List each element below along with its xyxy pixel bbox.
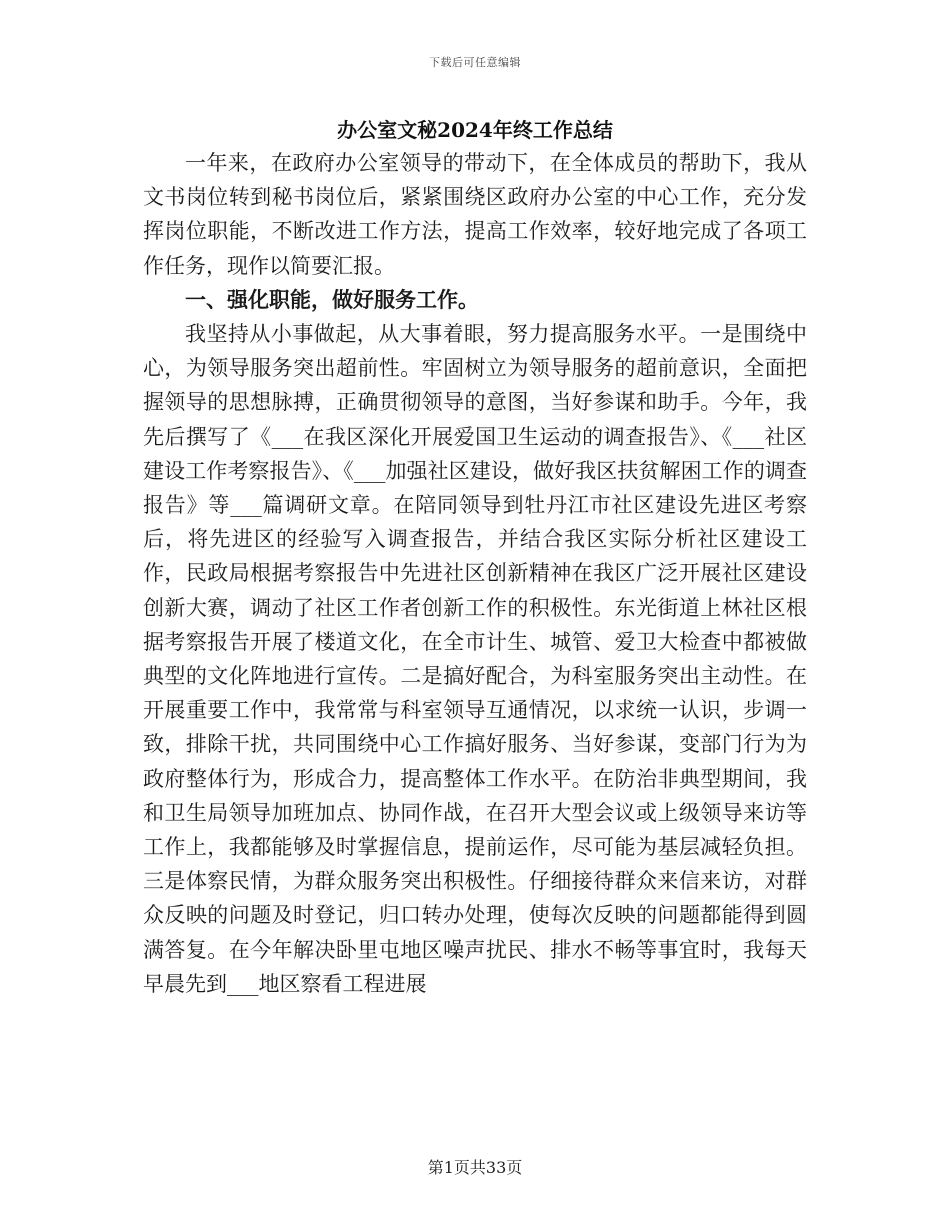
intro-paragraph: 一年来，在政府办公室领导的带动下，在全体成员的帮助下，我从文书岗位转到秘书岗位后，紧紧围绕区政府办公室的中心工作，充分发挥岗位职能，不断改进工作方法，提高工作效率，较好地完成了各项工作任务，现作以简要汇报。 [143,151,807,278]
page-header-note: 下载后可任意编辑 [429,56,521,69]
document-title: 办公室文秘2024年终工作总结 [337,118,613,142]
section-heading: 一、强化职能，做好服务工作。 [185,286,479,312]
page-footer: 第1页共33页 [427,1158,523,1177]
document-body [143,146,807,1001]
section-paragraph: 我坚持从小事做起，从大事着眼，努力提高服务水平。一是围绕中心，为领导服务突出超前性。牢固树立为领导服务的超前意识，全面把握领导的思想脉搏，正确贯彻领导的意图，当好参谋和助手。今年，我先后撰写了《___在我区深化开展爱国卫生运动的调查报告》、《___社区建设工作考察报告》、《___加强社区建设，做好我区扶贫解困工作的调查报告》等___篇调研文章。在陪同领导到牡丹江市社区建设先进区考察后，将先进区的经验写入调查报告，并结合我区实际分析社区建设工作，民政局根据考察报告中先进社区创新精神在我区广泛开展社区建设创新大赛，调动了社区工作者创新工作的积极性。东光街道上林社区根据考察报告开展了楼道文化，在全市计生、城管、爱卫大检查中都被做典型的文化阵地进行宣传。二是搞好配合，为科室服务突出主动性。在开展重要工作中，我常常与科室领导互通情况，以求统一认识，步调一致，排除干扰，共同围绕中心工作搞好服务、当好参谋，变部门行为为政府整体行为，形成合力，提高整体工作水平。在防治非典型期间，我和卫生局领导加班加点、协同作战，在召开大型会议或上级领导来访等工作上，我都能够及时掌握信息，提前运作，尽可能为基层减轻负担。三是体察民情，为群众服务突出积极性。仔细接待群众来信来访，对群众反映的问题及时登记，归口转办处理，使每次反映的问题都能得到圆满答复。在今年解决卧里屯地区噪声扰民、排水不畅等事宜时，我每天早晨先到___地区察看工程进展 [143,322,807,996]
